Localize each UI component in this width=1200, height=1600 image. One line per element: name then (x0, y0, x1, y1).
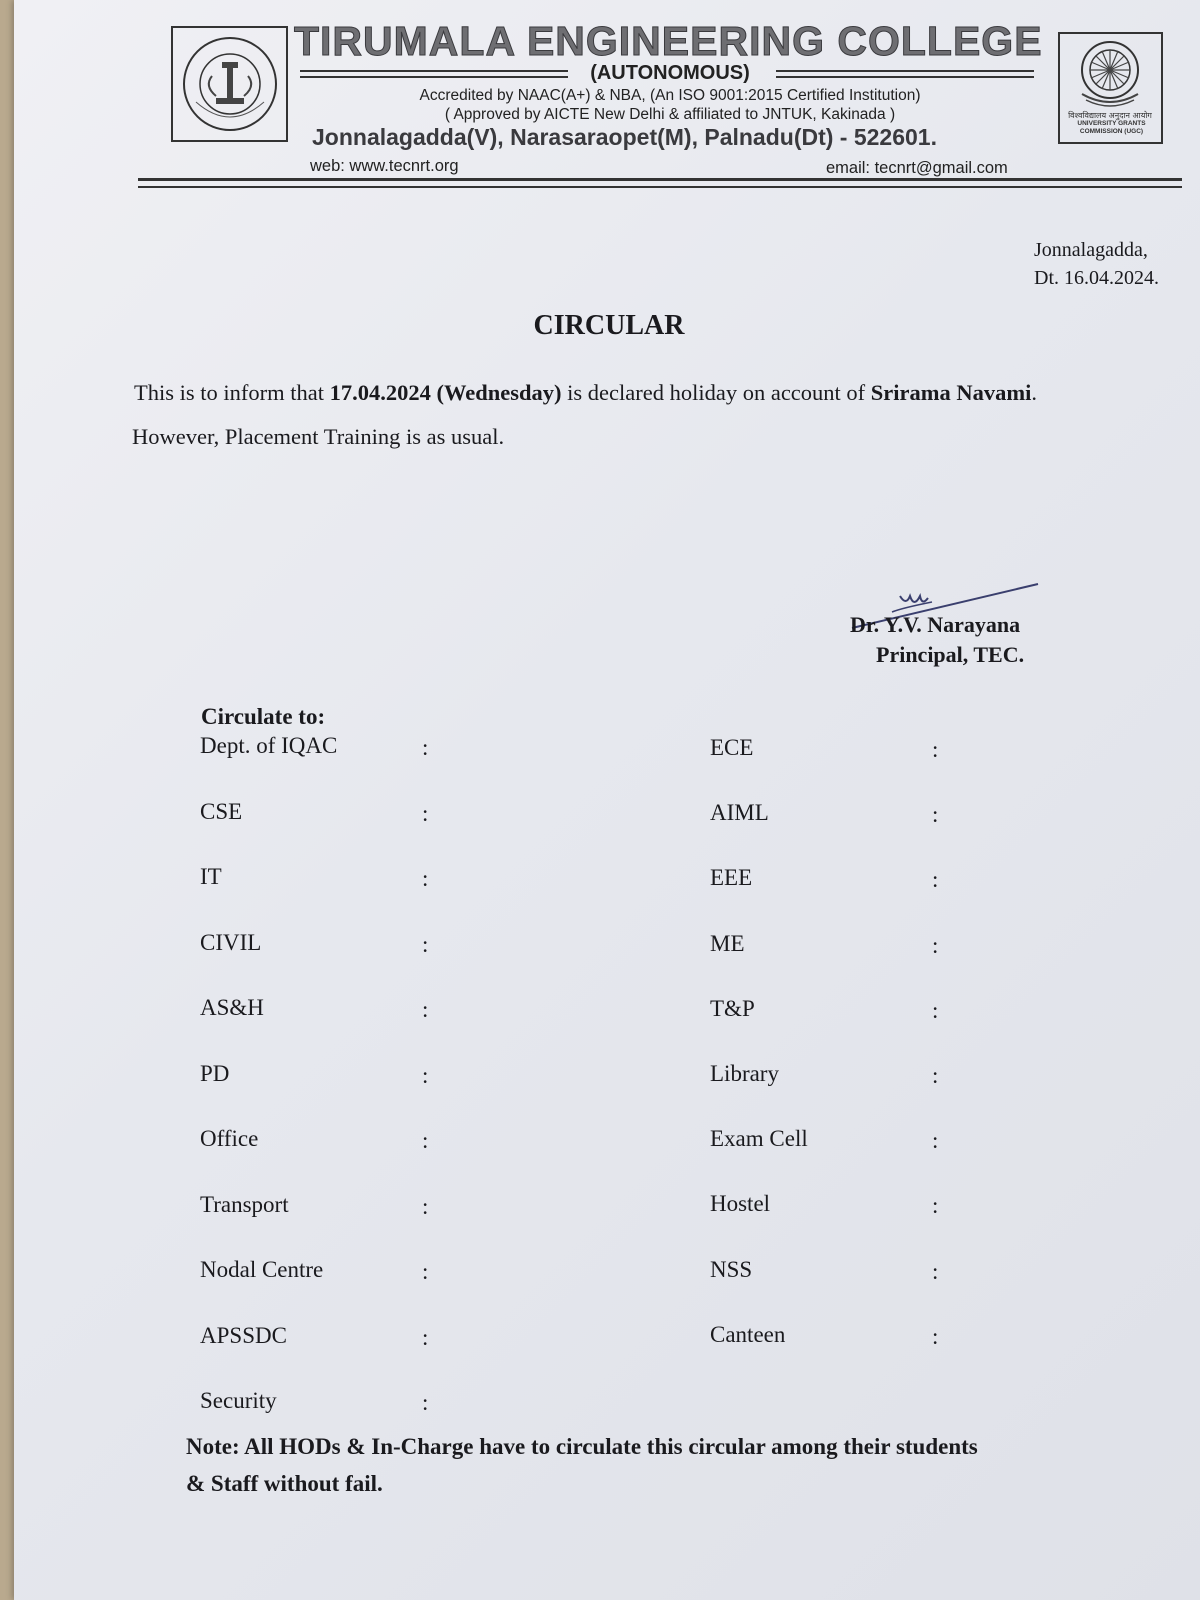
left-dept-3: CIVIL (200, 929, 262, 955)
left-colon-2: : (422, 866, 429, 891)
left-dept-4: AS&H (200, 995, 264, 1020)
right-colon-5: : (932, 1063, 939, 1088)
signatory-name: Dr. Y.V. Narayana (850, 612, 1021, 637)
right-dept-8: NSS (710, 1256, 753, 1282)
right-dept-5: Library (710, 1061, 779, 1086)
circular-document (14, 0, 1200, 1600)
left-colon-8: : (422, 1259, 429, 1284)
ugc-hindi-text: विश्वविद्यालय अनुदान आयोग (1068, 111, 1152, 120)
place-date-block (1034, 236, 1159, 292)
right-colon-2: : (932, 867, 939, 893)
college-logo (171, 26, 288, 142)
left-dept-0: Dept. of IQAC (200, 733, 338, 758)
left-colon-10: : (422, 1390, 429, 1415)
ugc-logo (1058, 32, 1163, 144)
left-colon-1: : (422, 800, 429, 826)
left-colon-0: : (422, 735, 429, 760)
header-rule-right-2 (776, 76, 1034, 78)
right-colon-8: : (932, 1258, 939, 1284)
left-dept-10: Security (200, 1388, 277, 1413)
circulate-to-heading: Circulate to: (201, 704, 326, 729)
autonomous-label: (AUTONOMOUS) (590, 62, 750, 84)
header-rule-left-2 (300, 76, 568, 78)
right-colon-6: : (932, 1128, 939, 1154)
circulation-note (186, 1428, 1186, 1502)
date-text: Dt. 16.04.2024. (1034, 267, 1159, 289)
right-dept-2: EEE (710, 865, 753, 891)
left-dept-5: PD (200, 1060, 230, 1086)
ugc-label: UNIVERSITY GRANTS COMMISSION (UGC) (1077, 120, 1146, 135)
circular-body-line1 (134, 380, 1037, 406)
circular-title-text: CIRCULAR (533, 310, 685, 341)
circular-body-line2: However, Placement Training is as usual. (132, 424, 505, 449)
left-colon-4: : (422, 997, 429, 1022)
right-dept-3: ME (710, 930, 745, 956)
right-colon-3: : (932, 932, 939, 958)
holiday-date: 17.04.2024 (Wednesday) (329, 380, 562, 405)
left-colon-6: : (422, 1128, 429, 1153)
signatory-designation: Principal, TEC. (876, 642, 1025, 667)
right-dept-9: Canteen (710, 1321, 786, 1347)
note-line-2: & Staff without fail. (186, 1471, 383, 1496)
left-dept-8: Nodal Centre (200, 1257, 324, 1282)
right-colon-0: : (932, 737, 939, 762)
accreditation-line: Accredited by NAAC(A+) & NBA, (An ISO 9001:2015 Certified Institution) (419, 87, 921, 104)
letterhead-divider (138, 178, 1182, 181)
note-line-1: Note: All HODs & In-Charge have to circulate this circular among their students (186, 1434, 978, 1459)
email-link[interactable]: email: tecnrt@gmail.com (826, 159, 1008, 177)
body-text-a: This is to inform that (134, 380, 330, 405)
approval-line: ( Approved by AICTE New Delhi & affiliated to JNTUK, Kakinada ) (444, 106, 896, 123)
left-colon-3: : (422, 931, 429, 957)
right-dept-6: Exam Cell (710, 1126, 808, 1152)
left-colon-7: : (422, 1193, 429, 1219)
body-text-c: . (1031, 380, 1038, 405)
left-colon-9: : (422, 1324, 429, 1350)
right-colon-7: : (932, 1193, 939, 1219)
left-dept-2: IT (200, 864, 222, 889)
letterhead-divider-2 (138, 186, 1182, 188)
right-colon-9: : (932, 1323, 939, 1349)
college-emblem-icon (178, 32, 282, 136)
left-dept-9: APSSDC (200, 1322, 287, 1348)
place-text: Jonnalagadda, (1034, 239, 1148, 261)
right-colon-1: : (932, 802, 939, 828)
right-dept-7: Hostel (710, 1191, 771, 1217)
left-dept-1: CSE (200, 798, 243, 824)
right-dept-4: T&P (710, 995, 755, 1021)
right-dept-1: AIML (710, 800, 769, 826)
left-colon-5: : (422, 1062, 429, 1088)
festival-name: Srirama Navami (870, 380, 1032, 405)
header-rule-right (776, 70, 1034, 72)
right-dept-0: ECE (710, 735, 754, 760)
circular-title (14, 310, 1200, 342)
right-colon-4: : (932, 997, 939, 1023)
website-link[interactable]: web: www.tecnrt.org (310, 157, 459, 175)
college-name: TIRUMALA ENGINEERING COLLEGE (294, 18, 1043, 64)
college-address: Jonnalagadda(V), Narasaraopet(M), Palnadu(Dt) - 522601. (312, 124, 937, 150)
left-dept-6: Office (200, 1126, 259, 1151)
accreditation-text (314, 86, 1026, 124)
left-dept-7: Transport (200, 1191, 289, 1217)
header-rule-left (300, 70, 568, 72)
body-text-b: is declared holiday on account of (561, 380, 871, 405)
